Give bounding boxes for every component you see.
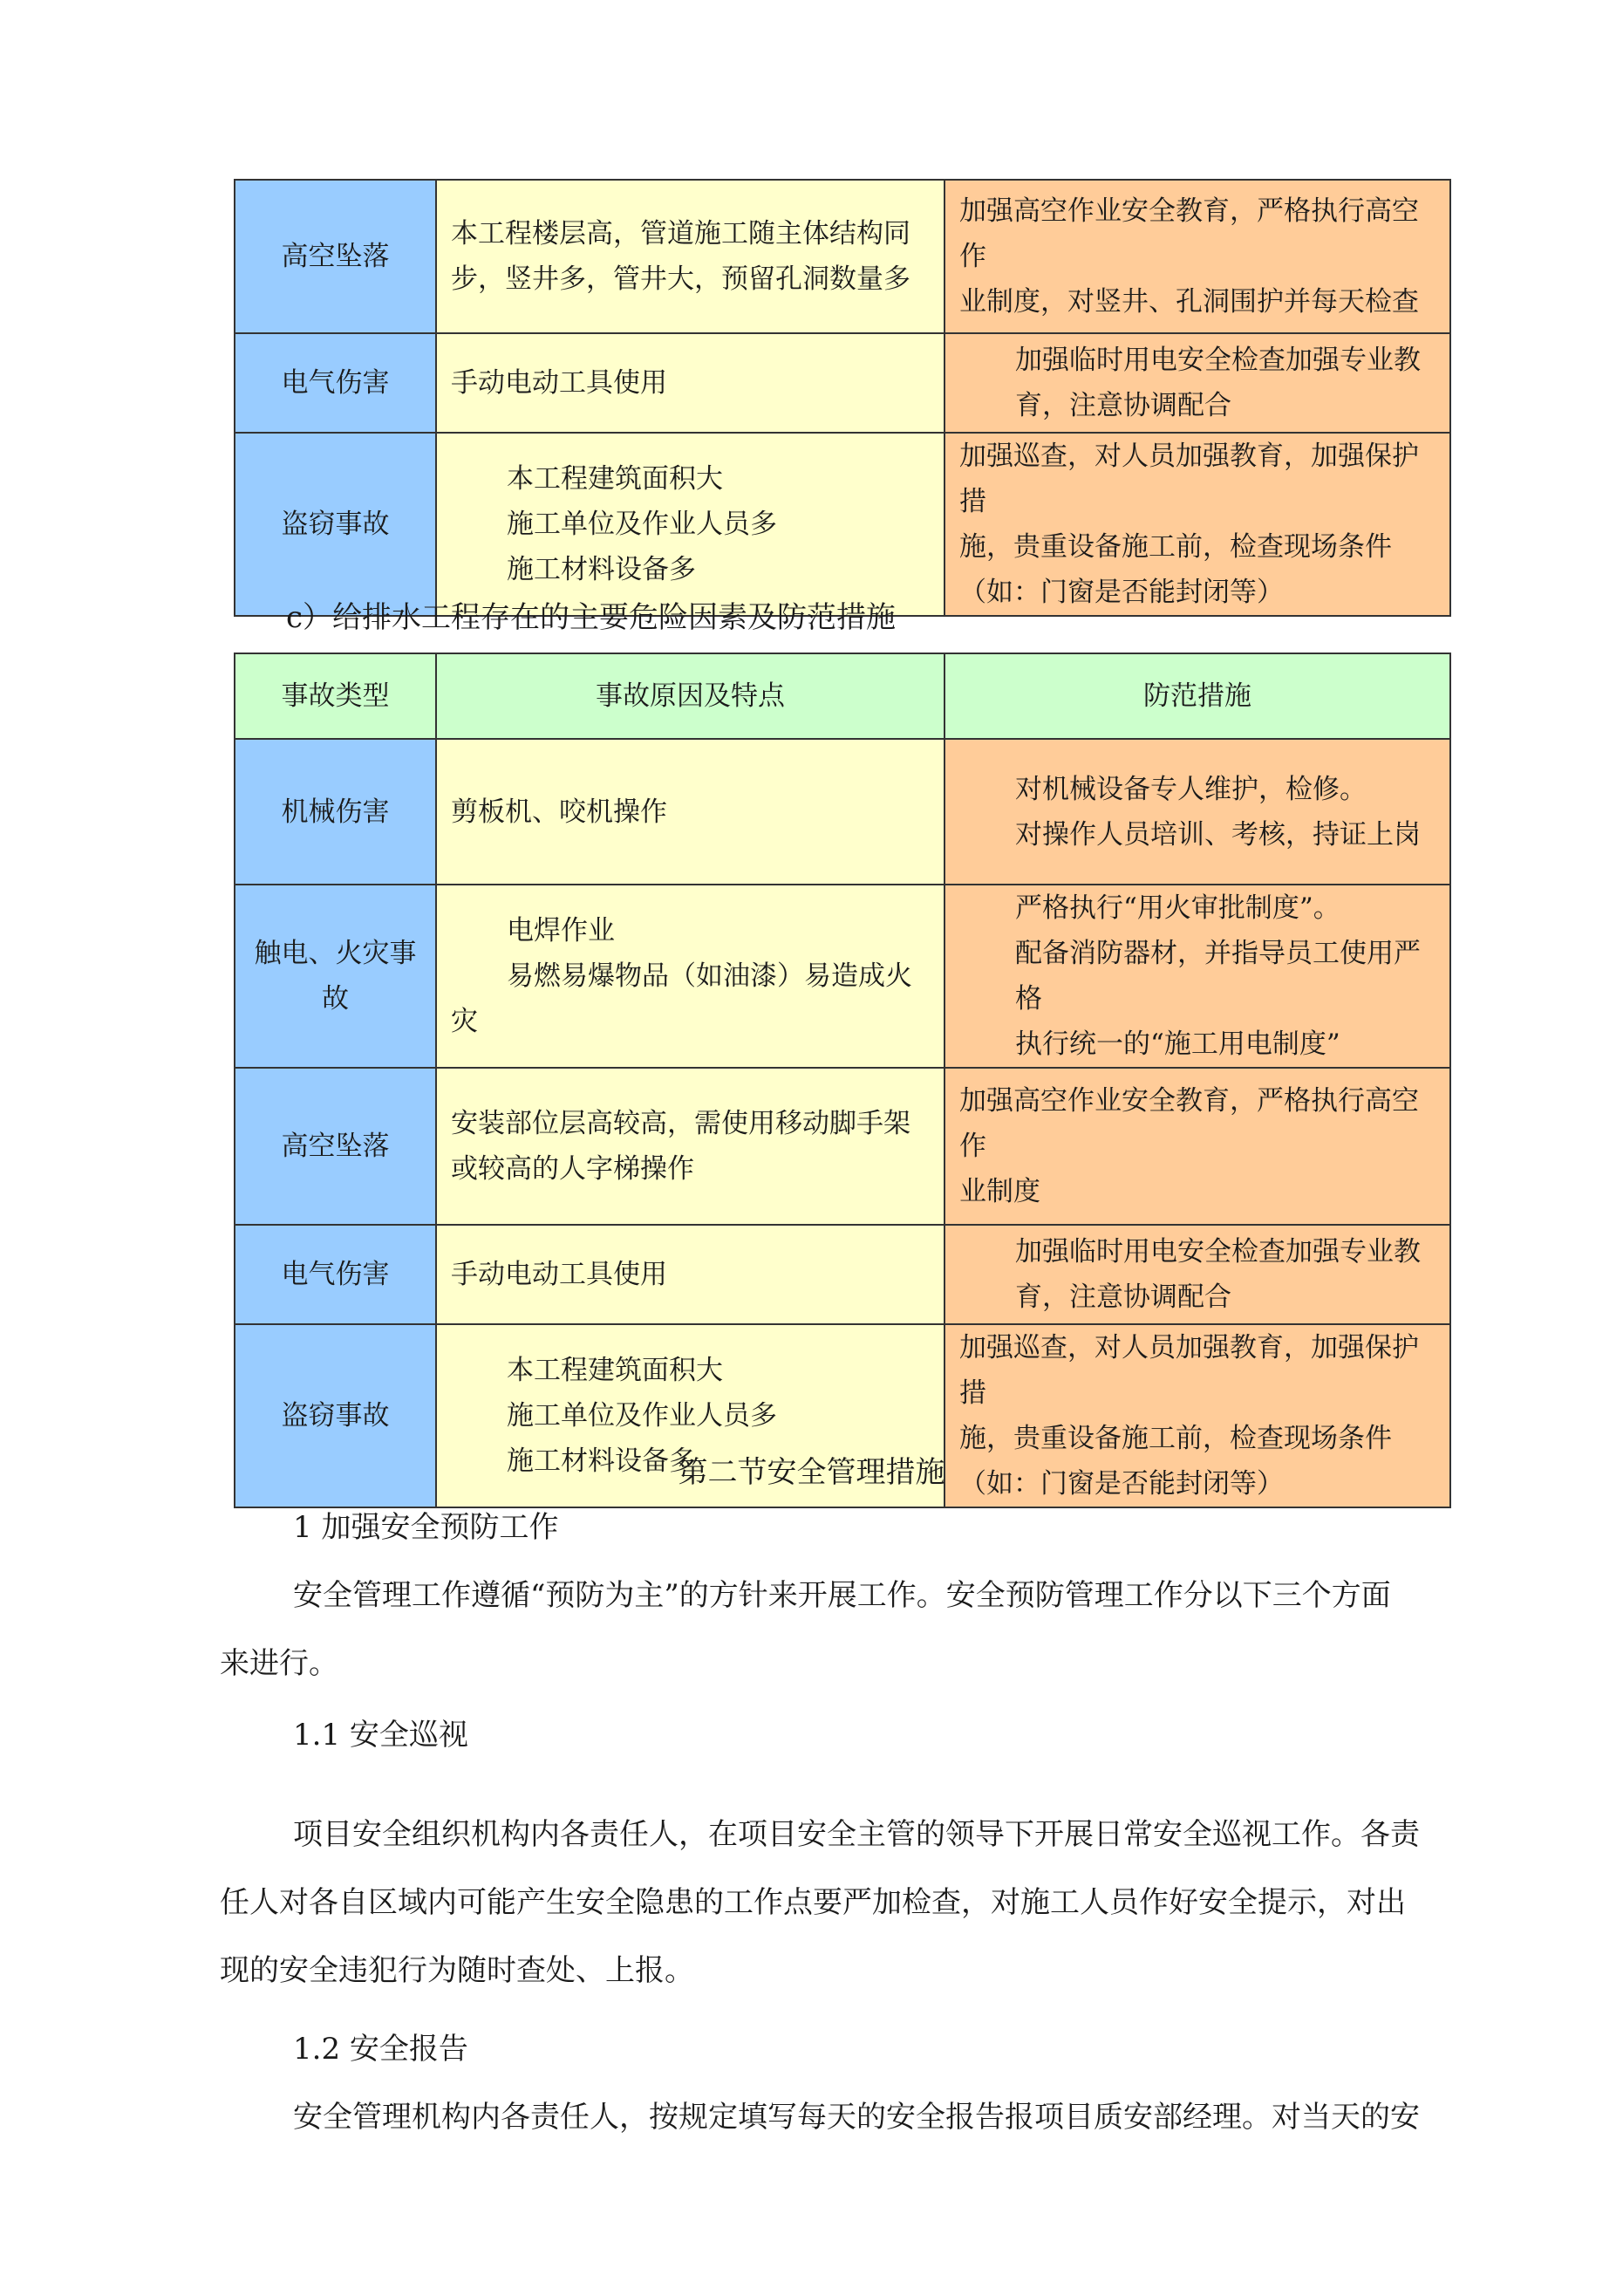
- accident-type: 高空坠落: [235, 180, 436, 333]
- accident-cause: 本工程楼层高，管道施工随主体结构同 步，竖井多，管井大，预留孔洞数量多: [436, 180, 944, 333]
- column-header: 防范措施: [944, 653, 1450, 739]
- column-header: 事故类型: [235, 653, 436, 739]
- accident-type: 触电、火灾事故: [235, 885, 436, 1068]
- accident-cause: 安装部位层高较高，需使用移动脚手架 或较高的人字梯操作: [436, 1068, 944, 1225]
- prevention-measure: 对机械设备专人维护，检修。 对操作人员培训、考核，持证上岗: [944, 739, 1450, 885]
- table-row: [235, 1225, 1450, 1324]
- heading-1-2: 1.2 安全报告: [293, 2032, 468, 2067]
- table-row: [235, 333, 1450, 433]
- hazard-table-continued: [234, 179, 1451, 617]
- accident-type: 电气伤害: [235, 333, 436, 433]
- table-caption: c）给排水工程存在的主要危险因素及防范措施: [286, 600, 897, 635]
- table-row: [235, 885, 1450, 1068]
- table-header-row: [235, 653, 1450, 739]
- paragraph-report: 安全管理机构内各责任人，按规定填写每天的安全报告报项目质安部经理。对当天的安: [293, 2100, 1420, 2135]
- accident-type: 机械伤害: [235, 739, 436, 885]
- accident-cause: 手动电动工具使用: [436, 333, 944, 433]
- accident-cause: 电焊作业 易燃易爆物品（如油漆）易造成火 灾: [436, 885, 944, 1068]
- prevention-measure: 加强高空作业安全教育，严格执行高空作 业制度，对竖井、孔洞围护并每天检查: [944, 180, 1450, 333]
- table-row: [235, 180, 1450, 333]
- accident-cause: 本工程建筑面积大 施工单位及作业人员多 施工材料设备多: [436, 433, 944, 616]
- paragraph-prevention: 安全管理工作遵循“预防为主”的方针来开展工作。安全预防管理工作分以下三个方面 来进行。: [220, 1578, 1391, 1681]
- table-row: [235, 1068, 1450, 1225]
- heading-1-1: 1.1 安全巡视: [293, 1718, 468, 1753]
- accident-type: 盗窃事故: [235, 1324, 436, 1507]
- accident-type: 盗窃事故: [235, 433, 436, 616]
- prevention-measure: 加强巡查，对人员加强教育，加强保护措 施，贵重设备施工前，检查现场条件 （如：门窗是否能封闭等）: [944, 433, 1450, 616]
- paragraph-patrol: 项目安全组织机构内各责任人，在项目安全主管的领导下开展日常安全巡视工作。各责 任人对各自区域内可能产生安全隐患的工作点要严加检查，对施工人员作好安全提示，对出 现的安全违犯行为随时查处、上报。: [220, 1817, 1420, 1988]
- table-row: [235, 739, 1450, 885]
- accident-cause: 手动电动工具使用: [436, 1225, 944, 1324]
- accident-type: 高空坠落: [235, 1068, 436, 1225]
- column-header: 事故原因及特点: [436, 653, 944, 739]
- table-row: [235, 433, 1450, 616]
- prevention-measure: 加强临时用电安全检查加强专业教 育，注意协调配合: [944, 333, 1450, 433]
- hazard-table-drainage: [234, 653, 1451, 1508]
- prevention-measure: 严格执行“用火审批制度”。 配备消防器材，并指导员工使用严格 执行统一的“施工用电制度”: [944, 885, 1450, 1068]
- section-title: 第二节安全管理措施: [678, 1455, 945, 1490]
- accident-cause: 本工程建筑面积大 施工单位及作业人员多 施工材料设备多: [436, 1324, 944, 1507]
- prevention-measure: 加强临时用电安全检查加强专业教 育，注意协调配合: [944, 1225, 1450, 1324]
- heading-1: 1 加强安全预防工作: [293, 1510, 559, 1545]
- accident-type: 电气伤害: [235, 1225, 436, 1324]
- accident-cause: 剪板机、咬机操作: [436, 739, 944, 885]
- prevention-measure: 加强高空作业安全教育，严格执行高空作 业制度: [944, 1068, 1450, 1225]
- prevention-measure: 加强巡查，对人员加强教育，加强保护措 施，贵重设备施工前，检查现场条件 （如：门窗是否能封闭等）: [944, 1324, 1450, 1507]
